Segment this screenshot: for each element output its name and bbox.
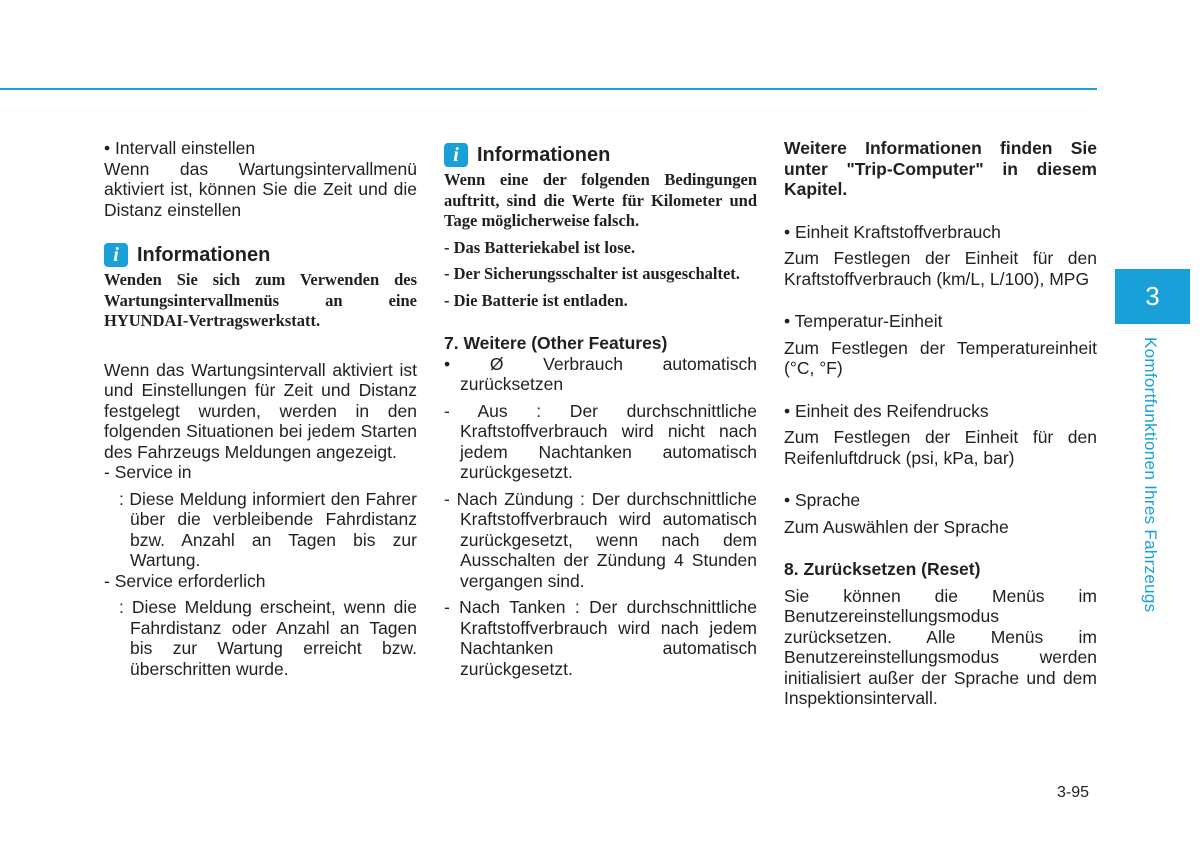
info-text: Wenden Sie sich zum Verwenden des Wartungsintervallmenüs an eine HYUNDAI-Vertragswerkstatt. [104,270,417,330]
reset-text: Sie können die Menüs im Benutzereinstellungsmodus zurücksetzen. Alle Menüs im Benutzereinstellungsmodus werden initialisiert außer der Sprache und dem Inspektionsintervall. [784,585,1097,708]
fuel-unit-text: Zum Festlegen der Einheit für den Kraftstoffverbrauch (km/L, L/100), MPG [784,248,1097,289]
bullet-language: • Sprache [784,490,861,510]
info-heading [104,242,417,268]
info-item: - Der Sicherungsschalter ist ausgeschaltet. [444,264,740,283]
header-rule [0,88,1097,90]
feature-item: - Nach Tanken : Der durchschnittliche Kraftstoffverbrauch wird nach jedem Nachtanken automatisch zurückgesetzt. [444,597,757,679]
feature-item: • Ø Verbrauch automatisch zurücksetzen [444,353,757,394]
service-in-desc: : Diese Meldung informiert den Fahrer über die verbleibende Fahrdistanz bzw. Anzahl an Tagen bis zur Wartung. [119,488,417,570]
column-2 [444,138,757,679]
chapter-tab [1115,269,1190,324]
intro-text: Weitere Informationen finden Sie unter "Trip-Computer" in diesem Kapitel. [784,138,1097,199]
section-title-features: 7. Weitere (Other Features) [444,333,668,353]
chapter-number: 3 [1145,281,1160,311]
intervall-text: Wenn das Wartungsintervallmenü aktiviert ist, können Sie die Zeit und die Distanz einstellen [104,158,417,220]
info-item: - Die Batterie ist entladen. [444,290,628,310]
feature-item: - Aus : Der durchschnittliche Kraftstoffverbrauch wird nicht nach jedem Nachtanken automatisch zurückgesetzt. [444,400,757,482]
page-number: 3-95 [1057,784,1090,801]
info-item: - Das Batteriekabel ist lose. [444,237,636,257]
info-title: Informationen [137,243,271,266]
service-required: - Service erforderlich [104,570,266,591]
tire-pressure-unit-text: Zum Festlegen der Einheit für den Reifenluftdruck (psi, kPa, bar) [784,427,1097,468]
temperature-unit-text: Zum Festlegen der Temperatureinheit (°C, °F) [784,337,1097,378]
bullet-tire-pressure-unit: • Einheit des Reifendrucks [784,400,989,421]
info-text: Wenn eine der folgenden Bedingungen auftritt, sind die Werte für Kilometer und Tage möglicherweise falsch. [444,170,757,230]
bullet-fuel-unit: • Einheit Kraftstoffverbrauch [784,221,1001,242]
column-1 [104,138,417,679]
service-in: - Service in [104,462,192,482]
info-heading [444,142,757,168]
service-required-desc: : Diese Meldung erscheint, wenn die Fahrdistanz oder Anzahl an Tagen bis zur Wartung erreicht bzw. überschritten wurde. [119,597,417,679]
info-icon: i [444,143,468,167]
feature-item: - Nach Zündung : Der durchschnittliche Kraftstoffverbrauch wird automatisch zurückgesetzt, wenn nach dem Ausschalten der Zündung 4 Stunden vergangen sind. [444,488,757,591]
column-3 [784,138,1097,709]
info-title: Informationen [477,143,611,166]
info-icon: i [104,243,128,267]
bullet-temperature-unit: • Temperatur-Einheit [784,311,943,331]
language-text: Zum Auswählen der Sprache [784,516,1009,537]
section-title-reset: 8. Zurücksetzen (Reset) [784,559,981,579]
interval-paragraph: Wenn das Wartungsintervall aktiviert ist und Einstellungen für Zeit und Distanz festgelegt wurden, werden in den folgenden Situationen bei jedem Starten des Fahrzeugs Meldungen angezeigt. [104,359,417,462]
chapter-title: Komfortfunktionen Ihres Fahrzeugs [1141,337,1160,613]
bullet-intervall: • Intervall einstellen [104,138,256,158]
